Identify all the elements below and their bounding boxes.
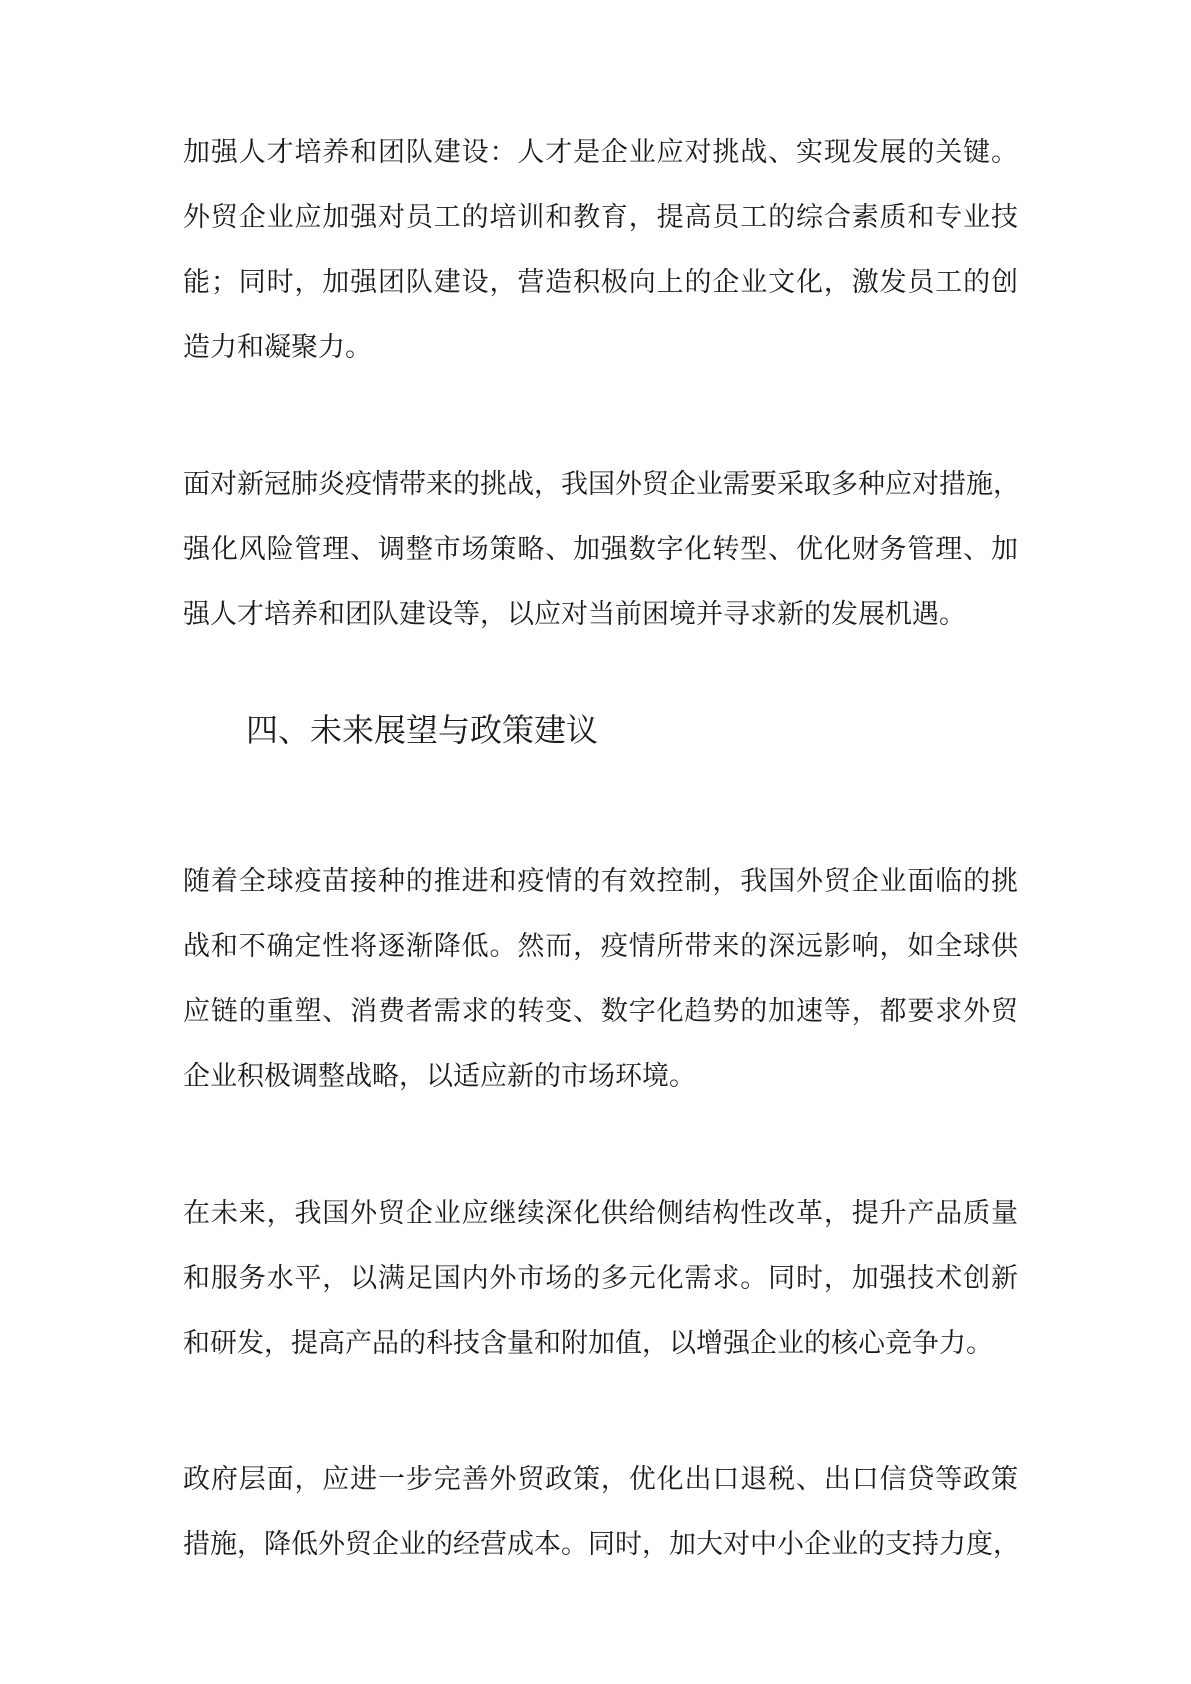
text-line: 外贸企业应加强对员工的培训和教育，提高员工的综合素质和专业技 [183, 202, 1018, 233]
text-line: 面对新冠肺炎疫情带来的挑战，我国外贸企业需要采取多种应对措施， [183, 469, 1020, 500]
text-line: 能；同时，加强团队建设，营造积极向上的企业文化，激发员工的创 [183, 267, 1018, 298]
text-line: 和服务水平，以满足国内外市场的多元化需求。同时，加强技术创新 [183, 1263, 1018, 1294]
text-line: 应链的重塑、消费者需求的转变、数字化趋势的加速等，都要求外贸 [183, 996, 1018, 1027]
text-line: 战和不确定性将逐渐降低。然而，疫情所带来的深远影响，如全球供 [183, 931, 1018, 962]
text-line: 政府层面，应进一步完善外贸政策，优化出口退税、出口信贷等政策 [183, 1464, 1018, 1495]
text-line: 企业积极调整战略，以适应新的市场环境。 [183, 1061, 696, 1092]
section-heading: 四、未来展望与政策建议 [246, 711, 599, 749]
text-line: 强人才培养和团队建设等，以应对当前困境并寻求新的发展机遇。 [183, 599, 966, 630]
text-line: 在未来，我国外贸企业应继续深化供给侧结构性改革，提升产品质量 [183, 1198, 1018, 1229]
text-line: 措施，降低外贸企业的经营成本。同时，加大对中小企业的支持力度， [183, 1529, 1020, 1560]
paragraph-talent-training [183, 120, 1018, 380]
text-line: 造力和凝聚力。 [183, 332, 372, 363]
paragraph-outlook [183, 849, 1018, 1109]
paragraph-summary [183, 452, 1018, 647]
paragraph-future-reform [183, 1181, 1018, 1376]
text-line: 加强人才培养和团队建设：人才是企业应对挑战、实现发展的关键。 [183, 137, 1018, 168]
text-line: 随着全球疫苗接种的推进和疫情的有效控制，我国外贸企业面临的挑 [183, 866, 1018, 897]
text-line: 强化风险管理、调整市场策略、加强数字化转型、优化财务管理、加 [183, 534, 1018, 565]
text-line: 和研发，提高产品的科技含量和附加值，以增强企业的核心竞争力。 [183, 1328, 993, 1359]
paragraph-government-policy [183, 1447, 1018, 1577]
